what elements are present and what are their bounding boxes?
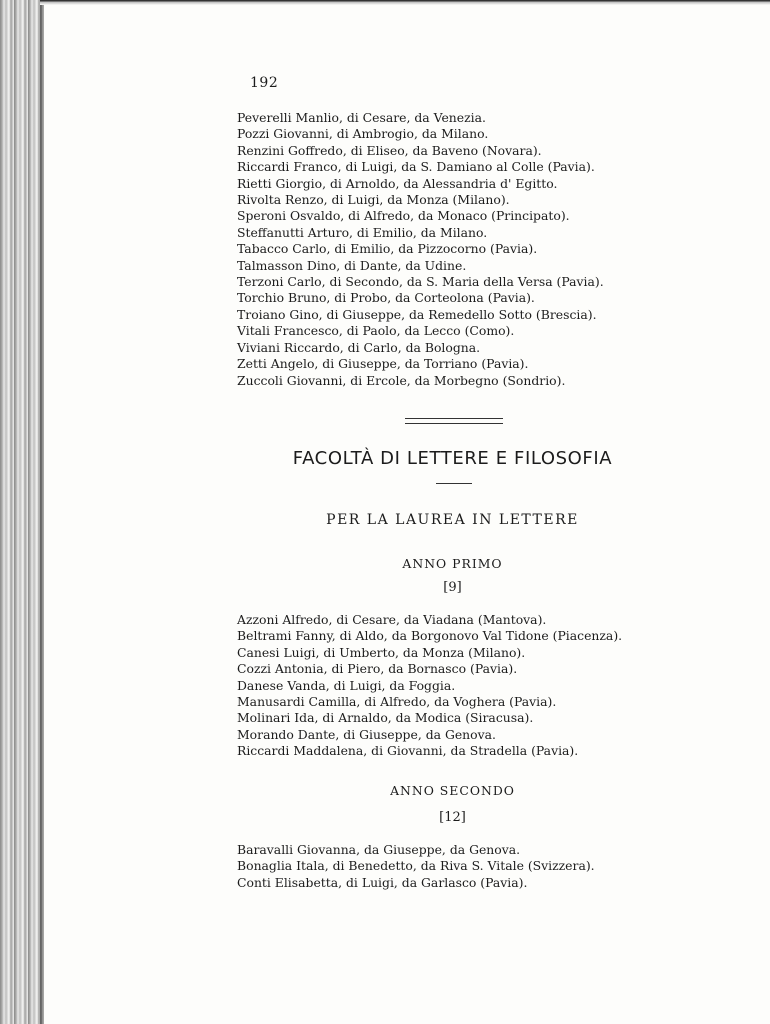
list-item: Steffanutti Arturo, di Emilio, da Milano. <box>237 224 488 240</box>
list-item: Rivolta Renzo, di Luigi, da Monza (Milano). <box>237 192 510 208</box>
student-list-continued <box>237 110 604 389</box>
list-item: Troiano Gino, di Giuseppe, da Remedello Sotto (Brescia). <box>237 306 597 322</box>
list-item: Danese Vanda, di Luigi, da Foggia. <box>237 677 456 693</box>
list-item: Cozzi Antonia, di Piero, da Bornasco (Pavia). <box>237 661 518 677</box>
list-item: Molinari Ida, di Arnaldo, da Modica (Siracusa). <box>237 710 534 726</box>
year-one-heading: ANNO PRIMO <box>402 556 503 571</box>
degree-heading: PER LA LAUREA IN LETTERE <box>326 512 579 528</box>
list-item: Baravalli Giovanna, da Giuseppe, da Genova. <box>237 842 521 857</box>
list-item: Bonaglia Itala, di Benedetto, da Riva S. Vitale (Svizzera). <box>237 858 595 874</box>
list-item: Peverelli Manlio, di Cesare, da Venezia. <box>237 110 486 125</box>
book-binding-edge <box>0 0 44 1024</box>
list-item: Riccardi Franco, di Luigi, da S. Damiano al Colle (Pavia). <box>237 159 595 175</box>
list-item: Vitali Francesco, di Paolo, da Lecco (Como). <box>237 323 515 339</box>
list-item: Zetti Angelo, di Giuseppe, da Torriano (Pavia). <box>237 356 529 372</box>
list-item: Renzini Goffredo, di Eliseo, da Baveno (Novara). <box>237 142 542 158</box>
list-item: Speroni Osvaldo, di Alfredo, da Monaco (Principato). <box>237 208 570 224</box>
list-item: Morando Dante, di Giuseppe, da Genova. <box>237 726 496 742</box>
section-divider <box>405 418 503 424</box>
list-item: Pozzi Giovanni, di Ambrogio, da Milano. <box>237 126 489 142</box>
year-two-student-list <box>237 842 595 891</box>
page-number: 192 <box>250 75 279 91</box>
list-item: Riccardi Maddalena, di Giovanni, da Stradella (Pavia). <box>237 743 579 759</box>
year-one-count: [9] <box>443 580 462 595</box>
page-gutter-line <box>40 0 42 1024</box>
heading-underline <box>436 483 472 484</box>
page-top-edge <box>40 0 770 5</box>
year-two-heading: ANNO SECONDO <box>390 783 515 798</box>
list-item: Viviani Riccardo, di Carlo, da Bologna. <box>237 339 481 355</box>
list-item: Beltrami Fanny, di Aldo, da Borgonovo Val Tidone (Piacenza). <box>237 628 623 644</box>
list-item: Terzoni Carlo, di Secondo, da S. Maria della Versa (Pavia). <box>237 274 604 290</box>
list-item: Conti Elisabetta, di Luigi, da Garlasco (Pavia). <box>237 874 528 890</box>
list-item: Talmasson Dino, di Dante, da Udine. <box>237 257 467 273</box>
faculty-heading: FACOLTÀ DI LETTERE E FILOSOFIA <box>292 448 613 469</box>
list-item: Zuccoli Giovanni, di Ercole, da Morbegno (Sondrio). <box>237 372 566 388</box>
list-item: Azzoni Alfredo, di Cesare, da Viadana (Mantova). <box>237 612 547 627</box>
list-item: Canesi Luigi, di Umberto, da Monza (Milano). <box>237 644 526 660</box>
year-one-student-list <box>237 612 622 760</box>
year-two-count: [12] <box>439 810 466 825</box>
list-item: Rietti Giorgio, di Arnoldo, da Alessandria d' Egitto. <box>237 175 558 191</box>
list-item: Manusardi Camilla, di Alfredo, da Voghera (Pavia). <box>237 694 557 710</box>
list-item: Torchio Bruno, di Probo, da Corteolona (Pavia). <box>237 290 535 306</box>
list-item: Tabacco Carlo, di Emilio, da Pizzocorno (Pavia). <box>237 241 538 257</box>
